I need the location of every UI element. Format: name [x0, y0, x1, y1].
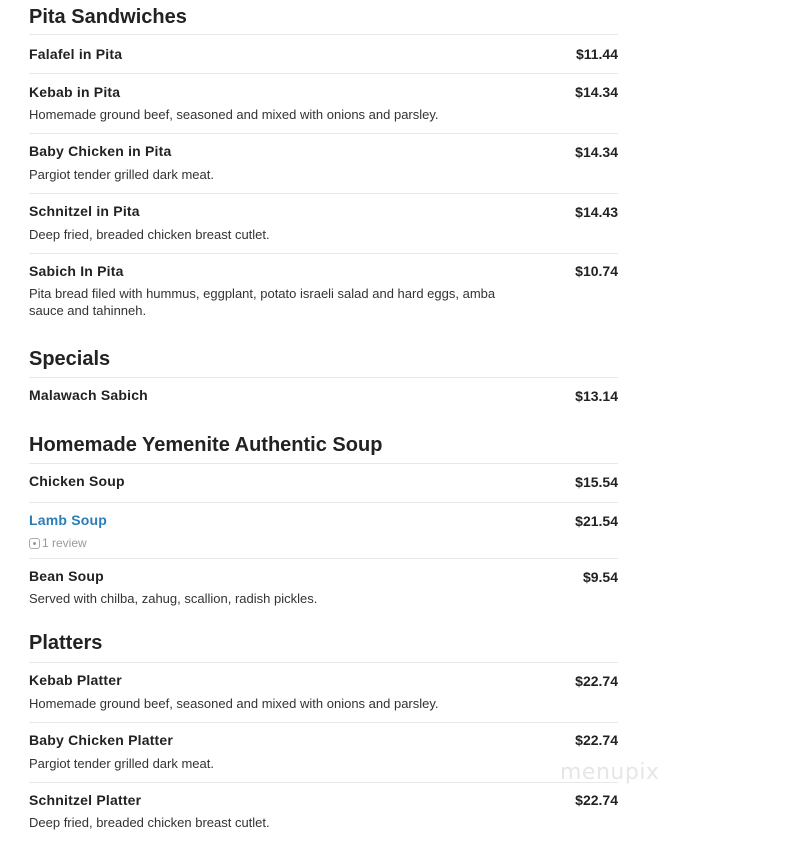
review-count: 1 review [42, 536, 87, 550]
item-description: Homemade ground beef, seasoned and mixed with onions and parsley. [29, 696, 439, 711]
review-icon [29, 538, 40, 549]
menu-item [29, 34, 618, 73]
item-price: $14.34 [575, 144, 618, 160]
item-price: $22.74 [575, 673, 618, 689]
item-description: Deep fried, breaded chicken breast cutlet. [29, 815, 270, 830]
item-name: Baby Chicken Platter [29, 732, 174, 748]
item-name: Schnitzel Platter [29, 792, 142, 808]
item-name: Falafel in Pita [29, 46, 123, 62]
menu-item [29, 662, 618, 722]
item-price: $14.43 [575, 204, 618, 220]
item-name: Schnitzel in Pita [29, 203, 140, 219]
item-price: $9.54 [582, 569, 618, 585]
item-price: $21.54 [575, 513, 618, 529]
section-title: Homemade Yemenite Authentic Soup [29, 434, 383, 456]
item-name: Kebab Platter [29, 672, 122, 688]
item-price: $14.34 [575, 84, 618, 100]
menu-item [29, 502, 618, 558]
item-name-link[interactable]: Lamb Soup [29, 512, 108, 528]
item-price: $22.74 [575, 792, 618, 808]
item-price: $22.74 [575, 732, 618, 748]
section-pita-sandwiches [29, 0, 618, 334]
item-price: $11.44 [575, 46, 618, 62]
menu [29, 0, 618, 838]
item-name: Baby Chicken in Pita [29, 143, 172, 159]
item-price: $10.74 [575, 263, 618, 279]
section-title: Platters [29, 632, 103, 654]
item-description: Pita bread filed with hummus, eggplant, potato israeli salad and hard eggs, amba sauce and tahinneh. [29, 286, 496, 318]
item-name: Sabich In Pita [29, 263, 124, 279]
item-name: Malawach Sabich [29, 387, 148, 403]
item-name: Bean Soup [29, 568, 104, 584]
menu-item [29, 377, 618, 420]
menu-item [29, 722, 618, 782]
section-title: Pita Sandwiches [29, 6, 187, 28]
section-platters [29, 621, 618, 838]
menu-item [29, 73, 618, 133]
item-name: Chicken Soup [29, 473, 125, 489]
item-description: Homemade ground beef, seasoned and mixed with onions and parsley. [29, 107, 439, 122]
menu-item [29, 782, 618, 838]
item-price: $15.54 [575, 474, 618, 490]
menu-item [29, 558, 618, 621]
menu-item [29, 133, 618, 193]
item-description: Pargiot tender grilled dark meat. [29, 167, 214, 182]
menu-item [29, 193, 618, 253]
item-review[interactable] [29, 535, 87, 551]
item-name: Kebab in Pita [29, 84, 121, 100]
menu-item [29, 463, 618, 502]
section-title: Specials [29, 348, 111, 370]
item-description: Served with chilba, zahug, scallion, radish pickles. [29, 591, 318, 606]
item-description: Pargiot tender grilled dark meat. [29, 756, 214, 771]
menu-item [29, 253, 618, 334]
watermark-logo: menupix [560, 760, 660, 785]
item-price: $13.14 [575, 388, 618, 404]
section-specials [29, 334, 618, 420]
item-description: Deep fried, breaded chicken breast cutlet. [29, 227, 270, 242]
section-soup [29, 420, 618, 621]
